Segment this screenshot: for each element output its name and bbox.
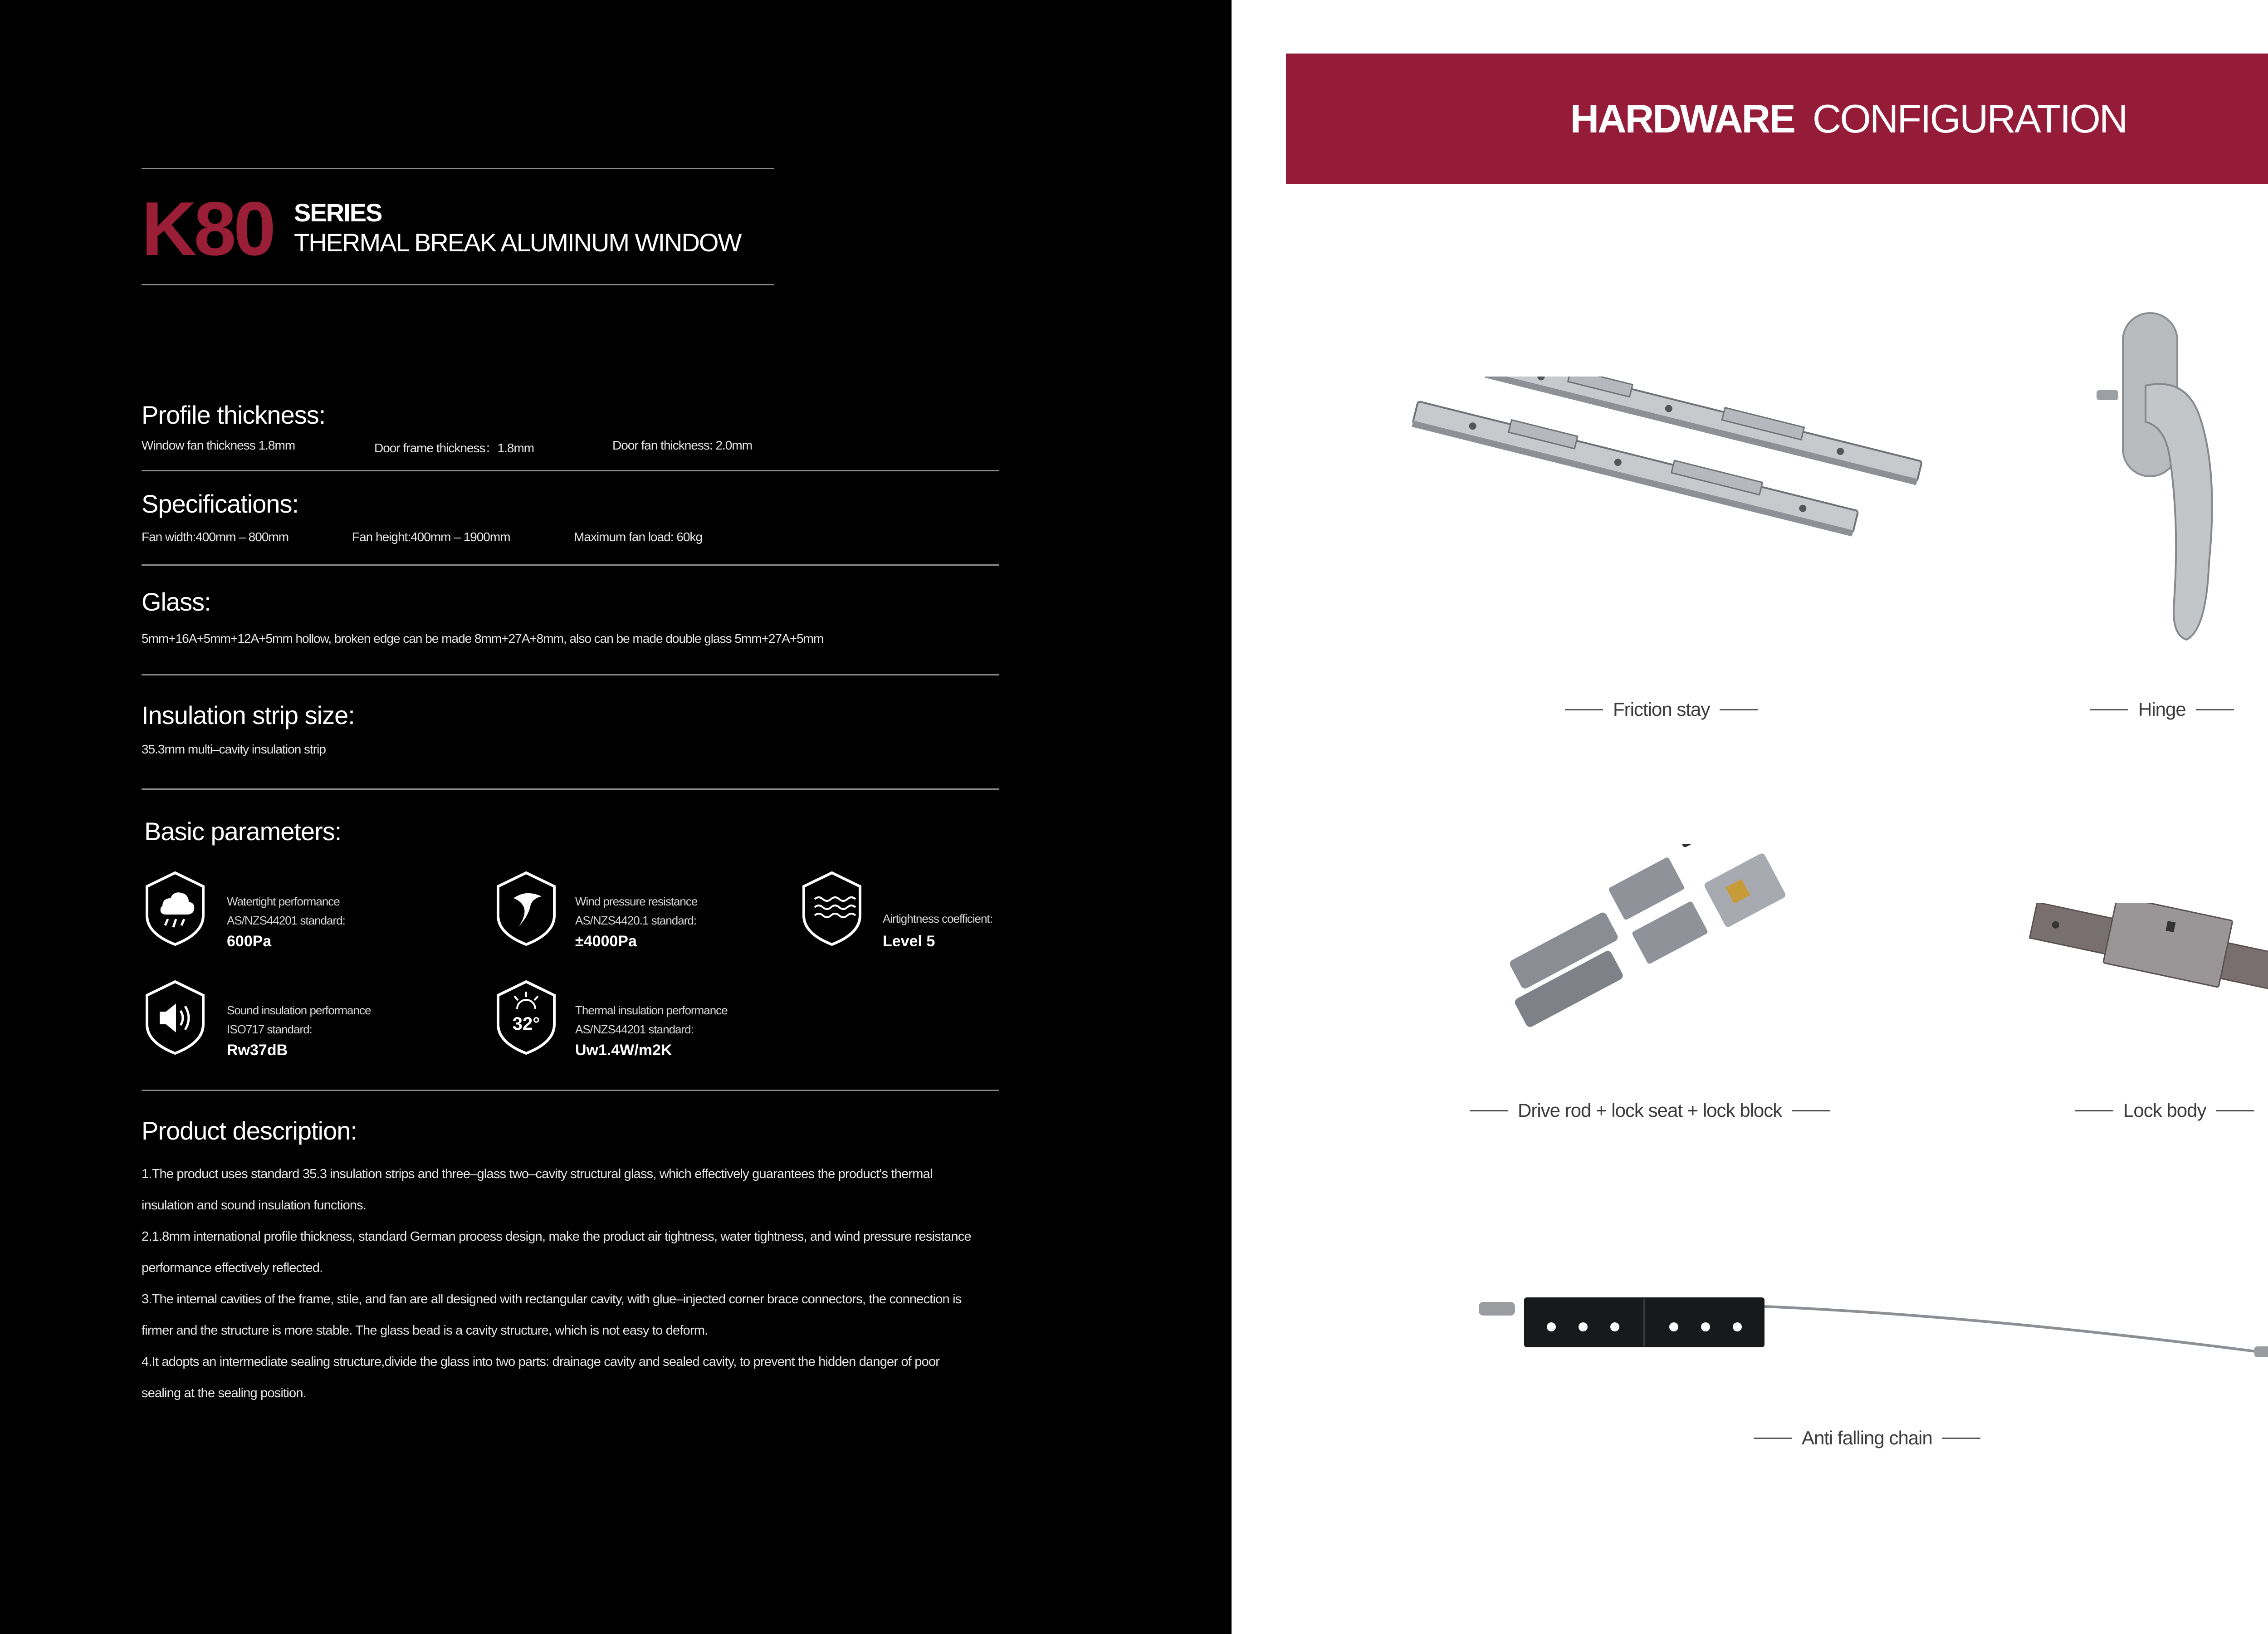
- glass-text: 5mm+16A+5mm+12A+5mm hollow, broken edge can be made 8mm+27A+8mm, also can be made double glass 5mm+27A+5mm: [142, 631, 824, 646]
- right-panel: [1232, 0, 2268, 1634]
- caption-dash: [1754, 1438, 1792, 1439]
- caption-friction-stay: [1565, 699, 1758, 720]
- param-value: Uw1.4W/m2K: [575, 1042, 672, 1059]
- waves-icon: [800, 870, 864, 947]
- anti-falling-chain-image: [1479, 1284, 2268, 1365]
- speaker-icon: [143, 979, 207, 1056]
- param-value: ±4000Pa: [575, 933, 637, 950]
- param-label: AS/NZS44201 standard:: [227, 914, 345, 927]
- divider: [142, 470, 999, 471]
- description-line: performance effectively reflected.: [142, 1261, 323, 1275]
- divider: [142, 674, 999, 675]
- hardware-banner: [1286, 54, 2268, 184]
- param-label: AS/NZS4420.1 standard:: [575, 914, 697, 927]
- description-line: 3.The internal cavities of the frame, stile, and fan are all designed with rectangular cavity, with glue–injected corner brace connectors, the connection is: [142, 1292, 962, 1306]
- param-value: Rw37dB: [227, 1042, 288, 1059]
- description-line: 1.The product uses standard 35.3 insulation strips and three–glass two–cavity structural glass, which effectively guarantees the product's thermal: [142, 1167, 933, 1181]
- friction-stay-image: [1393, 377, 1928, 621]
- description-line: firmer and the structure is more stable. The glass bead is a cavity structure, which is not easy to deform.: [142, 1323, 708, 1338]
- divider: [142, 1090, 999, 1091]
- param-label: ISO717 standard:: [227, 1022, 312, 1036]
- caption-dash: [2090, 709, 2128, 710]
- profile-thickness-title: Profile thickness:: [142, 401, 326, 429]
- caption-dash: [1792, 1110, 1830, 1111]
- caption-text: Hinge: [2138, 699, 2186, 720]
- description-line: 2.1.8mm international profile thickness, standard German process design, make the product air tightness, water tightness, and wind pressure resistance: [142, 1229, 971, 1244]
- spec-item: Maximum fan load: 60kg: [574, 530, 703, 544]
- description-line: insulation and sound insulation functions.: [142, 1198, 367, 1213]
- caption-anti-falling-chain: [1754, 1427, 1980, 1449]
- divider: [142, 564, 999, 566]
- caption-text: Lock body: [2123, 1100, 2206, 1121]
- caption-text: Friction stay: [1613, 699, 1710, 720]
- param-label: Thermal insulation performance: [575, 1003, 728, 1017]
- caption-dash: [1470, 1110, 1508, 1111]
- profile-item: Door fan thickness: 2.0mm: [612, 438, 753, 452]
- spec-item: Fan height:400mm – 1900mm: [352, 530, 510, 544]
- profile-item: Window fan thickness 1.8mm: [142, 438, 295, 452]
- param-label: Sound insulation performance: [227, 1003, 371, 1017]
- hinge-image: [2096, 308, 2250, 644]
- caption-dash: [1942, 1438, 1980, 1439]
- caption-text: Anti falling chain: [1802, 1427, 1932, 1448]
- thermal-icon-text: 32°: [512, 1014, 540, 1034]
- wind-icon: [494, 870, 558, 947]
- caption-text: Drive rod + lock seat + lock block: [1518, 1100, 1782, 1121]
- caption-dash: [1720, 709, 1758, 710]
- divider: [142, 168, 774, 169]
- param-label: AS/NZS44201 standard:: [575, 1022, 694, 1036]
- caption-dash: [2196, 709, 2234, 710]
- description-line: 4.It adopts an intermediate sealing structure,divide the glass into two parts: drainage cavity and sealed cavity, to prevent the hidden danger of poor: [142, 1355, 940, 1369]
- caption-dash: [1565, 709, 1603, 710]
- insulation-text: 35.3mm multi–cavity insulation strip: [142, 742, 326, 756]
- caption-dash: [2075, 1110, 2113, 1111]
- caption-lock-body: [2075, 1100, 2254, 1121]
- caption-drive-rod: [1470, 1100, 1830, 1121]
- glass-title: Glass:: [142, 587, 211, 616]
- rain-cloud-icon: [143, 870, 207, 947]
- product-description-title: Product description:: [142, 1116, 357, 1145]
- specifications-title: Specifications:: [142, 489, 299, 518]
- divider: [142, 284, 774, 285]
- divider: [142, 788, 999, 790]
- param-value: Level 5: [883, 933, 935, 950]
- banner-title-bold: HARDWARE: [1570, 96, 1794, 141]
- banner-title-light: CONFIGURATION: [1812, 96, 2127, 141]
- series-code: K80: [142, 186, 274, 271]
- param-label: Airtightness coefficient:: [883, 912, 992, 925]
- basic-parameters-title: Basic parameters:: [144, 817, 342, 846]
- param-label: Wind pressure resistance: [575, 895, 698, 908]
- sun-temperature-icon: [494, 979, 558, 1056]
- description-line: sealing at the sealing position.: [142, 1386, 306, 1400]
- profile-item: Door frame thickness：1.8mm: [374, 441, 534, 455]
- lock-body-image: [2023, 903, 2268, 1021]
- caption-hinge: [2090, 699, 2234, 720]
- drive-rod-lock-seat-image: [1488, 844, 1828, 1034]
- param-value: 600Pa: [227, 933, 272, 950]
- series-subtitle: THERMAL BREAK ALUMINUM WINDOW: [294, 228, 741, 257]
- product-description-body: [142, 1159, 999, 1409]
- insulation-title: Insulation strip size:: [142, 701, 355, 729]
- series-label: SERIES: [294, 198, 382, 227]
- param-label: Watertight performance: [227, 895, 340, 908]
- spec-item: Fan width:400mm – 800mm: [142, 530, 289, 544]
- caption-dash: [2216, 1110, 2254, 1111]
